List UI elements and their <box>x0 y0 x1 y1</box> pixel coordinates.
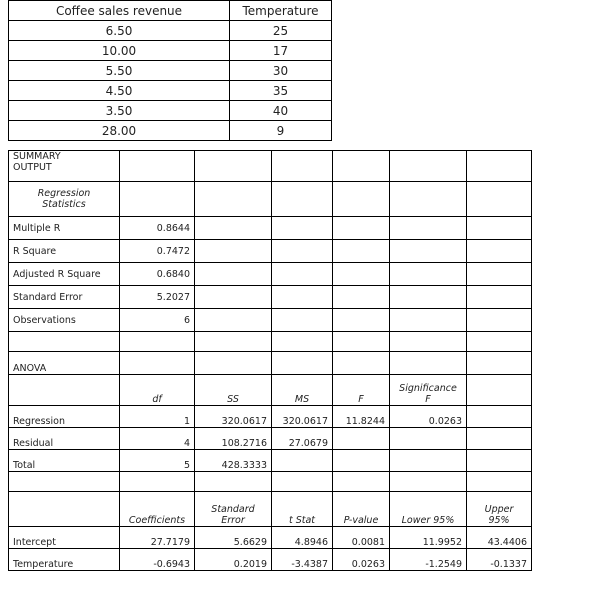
stat-row <box>9 286 532 309</box>
anova-ms: 27.0679 <box>272 428 333 450</box>
anova-row <box>9 406 532 428</box>
stat-value: 0.7472 <box>120 240 195 263</box>
revenue-cell: 10.00 <box>9 41 230 61</box>
anova-row-label: Residual <box>9 428 120 450</box>
coef-row <box>9 549 532 571</box>
anova-f: 11.8244 <box>333 406 390 428</box>
stat-value: 0.8644 <box>120 217 195 240</box>
anova-df: 5 <box>120 450 195 472</box>
anova-f <box>333 450 390 472</box>
summary-title-line2: OUTPUT <box>13 162 52 173</box>
stat-label: Observations <box>9 309 120 332</box>
coef-p: 0.0263 <box>333 549 390 571</box>
stat-label: Standard Error <box>9 286 120 309</box>
coef-header-p-value: P-value <box>333 492 390 527</box>
summary-title-line1: SUMMARY <box>13 151 61 162</box>
regression-statistics-heading <box>9 182 120 217</box>
coef-header-upper-95 <box>467 492 532 527</box>
temperature-cell: 17 <box>230 41 332 61</box>
coef-se: 0.2019 <box>195 549 272 571</box>
stat-label: Adjusted R Square <box>9 263 120 286</box>
table-row <box>9 21 332 41</box>
anova-df: 1 <box>120 406 195 428</box>
revenue-cell: 6.50 <box>9 21 230 41</box>
revenue-cell: 3.50 <box>9 101 230 121</box>
summary-title-row <box>9 151 532 182</box>
se-line1: Standard <box>211 504 255 515</box>
anova-header-ms: MS <box>272 375 333 406</box>
table-row <box>9 61 332 81</box>
stat-label: R Square <box>9 240 120 263</box>
coef-row <box>9 527 532 549</box>
anova-ms: 320.0617 <box>272 406 333 428</box>
coef-value: 27.7179 <box>120 527 195 549</box>
coef-t: -3.4387 <box>272 549 333 571</box>
anova-header-row <box>9 375 532 406</box>
summary-title <box>9 151 120 182</box>
coef-row-label: Intercept <box>9 527 120 549</box>
stat-row <box>9 263 532 286</box>
anova-df: 4 <box>120 428 195 450</box>
anova-row <box>9 450 532 472</box>
anova-header-df: df <box>120 375 195 406</box>
sigf-line2: F <box>425 394 431 405</box>
anova-ss: 428.3333 <box>195 450 272 472</box>
coef-header-lower-95: Lower 95% <box>390 492 467 527</box>
coef-lower: 11.9952 <box>390 527 467 549</box>
temperature-cell: 40 <box>230 101 332 121</box>
anova-label-row <box>9 352 532 375</box>
coef-upper: 43.4406 <box>467 527 532 549</box>
table-row <box>9 121 332 141</box>
coef-upper: -0.1337 <box>467 549 532 571</box>
revenue-cell: 5.50 <box>9 61 230 81</box>
anova-label: ANOVA <box>9 352 120 375</box>
empty-row <box>9 472 532 492</box>
anova-sigf: 0.0263 <box>390 406 467 428</box>
table-row <box>9 81 332 101</box>
anova-ss: 108.2716 <box>195 428 272 450</box>
anova-header-ss: SS <box>195 375 272 406</box>
temperature-cell: 35 <box>230 81 332 101</box>
summary-output-table <box>8 150 532 571</box>
data-header-row <box>9 1 332 21</box>
coef-t: 4.8946 <box>272 527 333 549</box>
coef-p: 0.0081 <box>333 527 390 549</box>
stat-value: 5.2027 <box>120 286 195 309</box>
sigf-line1: Significance <box>399 383 457 394</box>
coef-header-t-stat: t Stat <box>272 492 333 527</box>
anova-row-label: Regression <box>9 406 120 428</box>
coef-lower: -1.2549 <box>390 549 467 571</box>
table-row <box>9 41 332 61</box>
stat-row <box>9 240 532 263</box>
anova-sigf <box>390 428 467 450</box>
anova-f <box>333 428 390 450</box>
regression-statistics-row <box>9 182 532 217</box>
coef-header-row <box>9 492 532 527</box>
coef-header-coefficients: Coefficients <box>120 492 195 527</box>
empty-row <box>9 332 532 352</box>
coef-row-label: Temperature <box>9 549 120 571</box>
temperature-cell: 30 <box>230 61 332 81</box>
stat-row <box>9 217 532 240</box>
anova-sigf <box>390 450 467 472</box>
stat-value: 0.6840 <box>120 263 195 286</box>
data-table <box>8 0 332 141</box>
coef-se: 5.6629 <box>195 527 272 549</box>
revenue-cell: 4.50 <box>9 81 230 101</box>
stat-row <box>9 309 532 332</box>
coef-value: -0.6943 <box>120 549 195 571</box>
anova-row <box>9 428 532 450</box>
anova-header-significance-f <box>390 375 467 406</box>
coef-header-standard-error <box>195 492 272 527</box>
anova-row-label: Total <box>9 450 120 472</box>
anova-ss: 320.0617 <box>195 406 272 428</box>
table-row <box>9 101 332 121</box>
anova-ms <box>272 450 333 472</box>
stat-value: 6 <box>120 309 195 332</box>
temperature-cell: 25 <box>230 21 332 41</box>
temperature-cell: 9 <box>230 121 332 141</box>
upper-line1: Upper <box>484 504 514 515</box>
anova-header-f: F <box>333 375 390 406</box>
reg-stats-line1: Regression <box>37 188 91 199</box>
reg-stats-line2: Statistics <box>42 199 86 210</box>
header-temperature: Temperature <box>230 1 332 21</box>
revenue-cell: 28.00 <box>9 121 230 141</box>
header-coffee-sales-revenue: Coffee sales revenue <box>9 1 230 21</box>
se-line2: Error <box>221 515 245 526</box>
upper-line2: 95% <box>488 515 510 526</box>
stat-label: Multiple R <box>9 217 120 240</box>
